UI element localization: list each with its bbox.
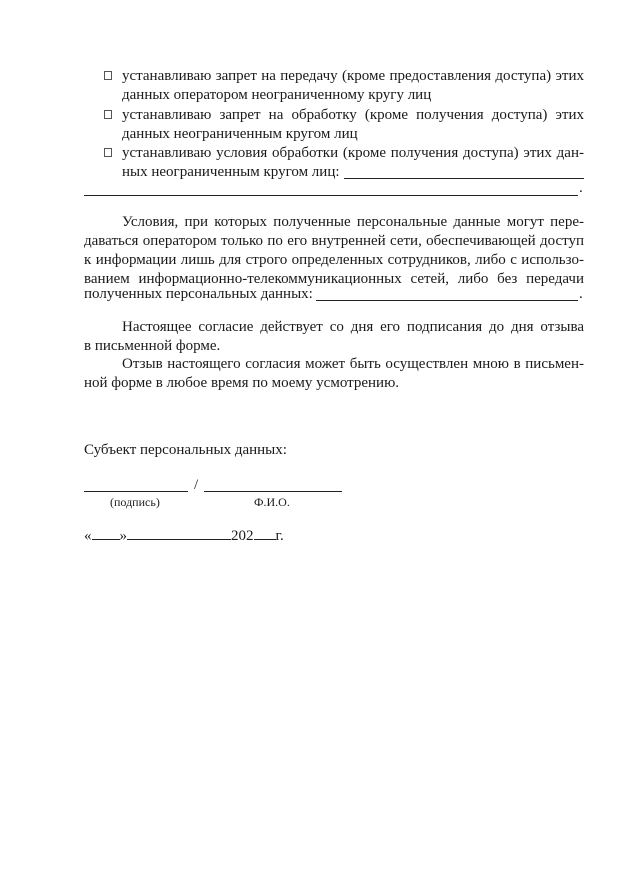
revoke-line-2: ной форме в любое время по моему усмотрению. xyxy=(84,375,400,391)
signature-blank[interactable] xyxy=(84,491,188,492)
date-day-blank[interactable] xyxy=(92,527,120,540)
subject-label: Субъект персональных данных: xyxy=(84,442,287,458)
option-1-checkbox[interactable] xyxy=(104,71,112,80)
option-2-checkbox[interactable] xyxy=(104,110,112,119)
date-year-prefix: 202 xyxy=(231,528,254,544)
conditions-line-4: ванием информационно-телекоммуникационных сетей, либо без передачи xyxy=(84,271,584,287)
option-3-conditions-blank-1[interactable] xyxy=(344,178,584,179)
conditions-line-5: полученных персональных данных: xyxy=(84,286,313,302)
conditions-blank[interactable] xyxy=(316,300,578,301)
option-2-line-2: данных неограниченным кругом лиц xyxy=(122,126,358,142)
option-2-line-1: устанавливаю запрет на обработку (кроме получения доступа) этих xyxy=(122,107,584,123)
option-3-end-period: . xyxy=(579,180,583,196)
option-3-conditions-blank-2[interactable] xyxy=(84,195,578,196)
date-open-quote: « xyxy=(84,528,92,544)
validity-line-2: в письменной форме. xyxy=(84,338,221,354)
conditions-line-3: к информации лишь для строго определенных сотрудников, либо с использо- xyxy=(84,252,584,268)
full-name-caption: Ф.И.О. xyxy=(254,495,290,509)
date-close-quote: » xyxy=(119,528,127,544)
option-3-line-1: устанавливаю условия обработки (кроме получения доступа) этих дан- xyxy=(122,145,584,161)
option-3-checkbox[interactable] xyxy=(104,148,112,157)
date-month-blank[interactable] xyxy=(127,527,231,540)
option-1-line-2: данных оператором неограниченному кругу лиц xyxy=(122,87,432,103)
option-1-line-1: устанавливаю запрет на передачу (кроме предоставления доступа) этих xyxy=(122,68,584,84)
validity-line-1: Настоящее согласие действует со дня его подписания до дня отзыва xyxy=(122,319,584,335)
date-year-suffix: г. xyxy=(275,528,284,544)
date-line xyxy=(84,527,284,546)
date-year-blank[interactable] xyxy=(254,527,276,540)
full-name-blank[interactable] xyxy=(204,491,342,492)
conditions-line-1: Условия, при которых полученные персональные данные могут пере- xyxy=(122,214,584,230)
conditions-end-period: . xyxy=(579,286,583,302)
revoke-line-1: Отзыв настоящего согласия может быть осуществлен мною в письмен- xyxy=(122,356,584,372)
option-3-line-2: ных неограниченным кругом лиц: xyxy=(122,164,340,180)
signature-caption: (подпись) xyxy=(110,495,160,509)
conditions-line-2: даваться оператором только по его внутренней сети, обеспечивающей доступ xyxy=(84,233,584,249)
signature-separator: / xyxy=(194,477,199,493)
